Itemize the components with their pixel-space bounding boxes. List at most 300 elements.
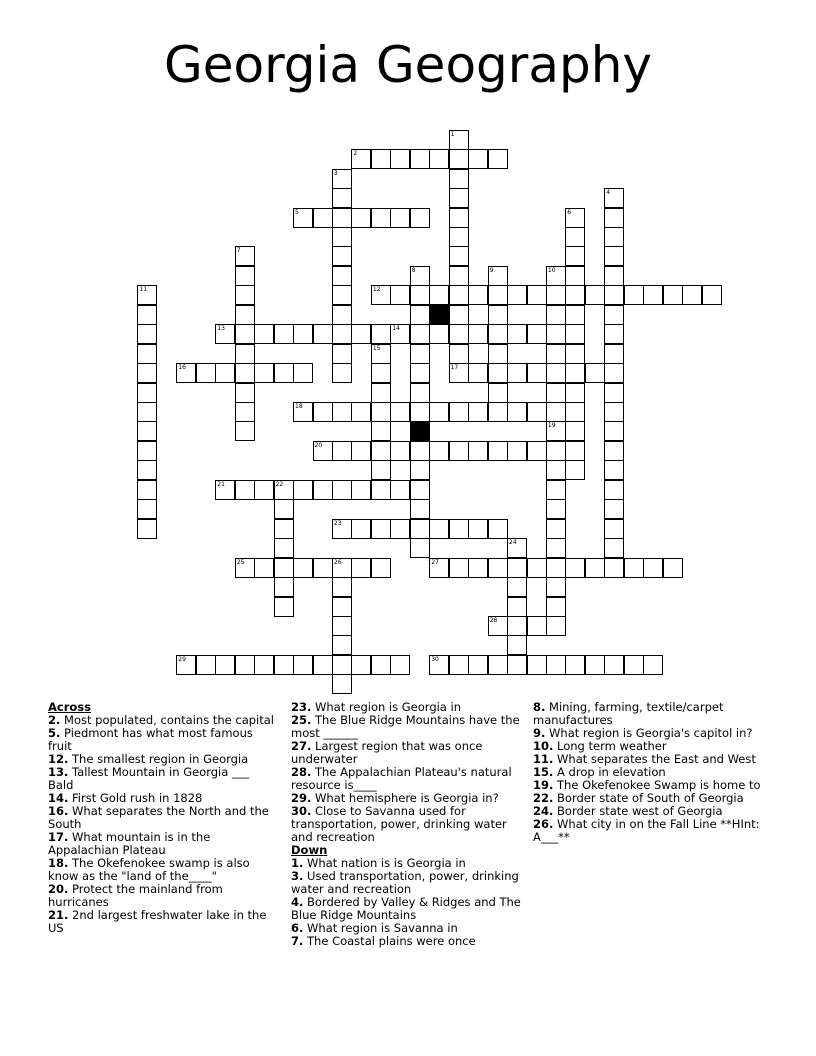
grid-cell[interactable]: [410, 149, 430, 169]
grid-cell[interactable]: [604, 383, 624, 403]
grid-cell[interactable]: [565, 266, 585, 286]
grid-cell[interactable]: [604, 188, 624, 208]
grid-cell[interactable]: [604, 480, 624, 500]
grid-cell[interactable]: [585, 655, 605, 675]
grid-cell[interactable]: [313, 558, 333, 578]
down-header: Down: [291, 843, 328, 857]
grid-cell[interactable]: [565, 441, 585, 461]
grid-cell[interactable]: [468, 363, 488, 383]
grid-cell[interactable]: [546, 402, 566, 422]
clue-item: [48, 766, 278, 792]
grid-cell[interactable]: [643, 655, 663, 675]
grid-cell[interactable]: [332, 402, 352, 422]
clue-number: 13: [217, 325, 225, 333]
grid-cell[interactable]: [468, 519, 488, 539]
grid-cell[interactable]: [507, 538, 527, 558]
grid-cell[interactable]: [663, 285, 683, 305]
grid-cell[interactable]: [565, 421, 585, 441]
grid-cell[interactable]: [274, 577, 294, 597]
grid-cell[interactable]: [527, 324, 547, 344]
grid-cell[interactable]: [429, 402, 449, 422]
grid-cell[interactable]: [235, 655, 255, 675]
grid-cell[interactable]: [507, 616, 527, 636]
grid-cell[interactable]: [293, 402, 313, 422]
grid-cell[interactable]: [274, 558, 294, 578]
grid-cell[interactable]: [332, 597, 352, 617]
grid-cell[interactable]: [332, 285, 352, 305]
grid-cell[interactable]: [449, 363, 469, 383]
grid-cell[interactable]: [604, 363, 624, 383]
grid-cell[interactable]: [585, 285, 605, 305]
grid-cell[interactable]: [546, 577, 566, 597]
grid-cell[interactable]: [507, 441, 527, 461]
grid-cell[interactable]: [351, 208, 371, 228]
grid-cell[interactable]: [527, 441, 547, 461]
grid-cell[interactable]: [351, 519, 371, 539]
grid-cell[interactable]: [449, 266, 469, 286]
grid-cell[interactable]: [546, 421, 566, 441]
grid-cell[interactable]: [565, 285, 585, 305]
grid-cell[interactable]: [643, 285, 663, 305]
grid-cell[interactable]: [332, 266, 352, 286]
grid-cell[interactable]: [488, 305, 508, 325]
grid-cell[interactable]: [254, 558, 274, 578]
grid-cell[interactable]: [293, 655, 313, 675]
grid-cell[interactable]: [293, 324, 313, 344]
grid-cell[interactable]: [527, 285, 547, 305]
grid-cell[interactable]: [274, 519, 294, 539]
grid-cell[interactable]: [137, 344, 157, 364]
grid-cell[interactable]: [215, 655, 235, 675]
grid-cell[interactable]: [546, 538, 566, 558]
clue-text: What region is Georgia's capitol in?: [545, 726, 753, 740]
grid-cell[interactable]: [235, 305, 255, 325]
grid-cell[interactable]: [546, 266, 566, 286]
grid-cell[interactable]: [274, 324, 294, 344]
grid-cell[interactable]: [585, 558, 605, 578]
clue-number: 11: [139, 286, 148, 294]
grid-cell[interactable]: [604, 305, 624, 325]
grid-cell[interactable]: [235, 246, 255, 266]
grid-cell[interactable]: [313, 480, 333, 500]
grid-cell[interactable]: [293, 208, 313, 228]
grid-cell[interactable]: [371, 480, 391, 500]
grid-cell[interactable]: [390, 208, 410, 228]
grid-cell[interactable]: [351, 441, 371, 461]
grid-cell[interactable]: [488, 441, 508, 461]
grid-cell[interactable]: [235, 402, 255, 422]
grid-cell[interactable]: [565, 558, 585, 578]
grid-cell[interactable]: [449, 324, 469, 344]
grid-cell[interactable]: [332, 169, 352, 189]
grid-cell[interactable]: [429, 285, 449, 305]
grid-cell[interactable]: [410, 208, 430, 228]
grid-cell[interactable]: [137, 402, 157, 422]
clue-label: 3.: [291, 869, 304, 883]
grid-cell[interactable]: [196, 363, 216, 383]
grid-cell[interactable]: [663, 558, 683, 578]
clue-label: 2.: [48, 713, 61, 727]
grid-cell[interactable]: [410, 383, 430, 403]
grid-cell[interactable]: [507, 655, 527, 675]
grid-cell[interactable]: [137, 421, 157, 441]
grid-cell[interactable]: [371, 421, 391, 441]
grid-cell[interactable]: [274, 363, 294, 383]
grid-cell[interactable]: [604, 208, 624, 228]
grid-cell[interactable]: [332, 227, 352, 247]
grid-cell[interactable]: [546, 363, 566, 383]
grid-cell[interactable]: [527, 616, 547, 636]
grid-cell[interactable]: [604, 285, 624, 305]
grid-cell[interactable]: [429, 441, 449, 461]
grid-cell[interactable]: [604, 227, 624, 247]
grid-cell[interactable]: [137, 460, 157, 480]
grid-cell[interactable]: [449, 246, 469, 266]
grid-cell[interactable]: [546, 480, 566, 500]
grid-cell[interactable]: [702, 285, 722, 305]
grid-cell[interactable]: [488, 344, 508, 364]
grid-cell[interactable]: [410, 305, 430, 325]
grid-cell[interactable]: [254, 655, 274, 675]
grid-cell[interactable]: [546, 324, 566, 344]
grid-cell[interactable]: [468, 441, 488, 461]
grid-cell[interactable]: [215, 480, 235, 500]
grid-cell[interactable]: [449, 188, 469, 208]
grid-cell[interactable]: [565, 460, 585, 480]
grid-cell[interactable]: [332, 208, 352, 228]
grid-cell[interactable]: [604, 460, 624, 480]
grid-cell[interactable]: [332, 577, 352, 597]
grid-cell[interactable]: [390, 480, 410, 500]
grid-cell[interactable]: [390, 149, 410, 169]
grid-cell[interactable]: [468, 655, 488, 675]
grid-cell[interactable]: [371, 208, 391, 228]
grid-cell[interactable]: [332, 441, 352, 461]
grid-cell[interactable]: [332, 674, 352, 694]
clue-text: First Gold rush in 1828: [68, 791, 203, 805]
grid-cell[interactable]: [468, 324, 488, 344]
grid-cell[interactable]: [507, 558, 527, 578]
grid-cell[interactable]: [546, 616, 566, 636]
grid-cell[interactable]: [410, 266, 430, 286]
grid-cell[interactable]: [137, 519, 157, 539]
grid-cell[interactable]: [332, 480, 352, 500]
grid-cell[interactable]: [410, 324, 430, 344]
grid-cell[interactable]: [585, 363, 605, 383]
grid-cell[interactable]: [468, 149, 488, 169]
grid-cell[interactable]: [235, 480, 255, 500]
grid-cell[interactable]: [410, 460, 430, 480]
grid-cell[interactable]: [351, 149, 371, 169]
grid-cell[interactable]: [468, 558, 488, 578]
clue-label: 26.: [533, 817, 554, 831]
grid-cell[interactable]: [449, 227, 469, 247]
grid-cell[interactable]: [235, 324, 255, 344]
grid-cell[interactable]: [332, 344, 352, 364]
grid-cell[interactable]: [235, 266, 255, 286]
grid-cell[interactable]: [429, 149, 449, 169]
grid-cell[interactable]: [604, 402, 624, 422]
grid-cell[interactable]: [390, 655, 410, 675]
grid-cell[interactable]: [449, 519, 469, 539]
grid-cell[interactable]: [313, 655, 333, 675]
grid-cell[interactable]: [449, 344, 469, 364]
grid-cell[interactable]: [604, 246, 624, 266]
grid-cell[interactable]: [371, 149, 391, 169]
grid-cell[interactable]: [546, 558, 566, 578]
clue-text: The smallest region in Georgia: [68, 752, 249, 766]
grid-cell[interactable]: [449, 130, 469, 150]
grid-cell[interactable]: [488, 402, 508, 422]
grid-cell[interactable]: [565, 363, 585, 383]
grid-cell[interactable]: [429, 324, 449, 344]
clue-text: What hemisphere is Georgia in?: [311, 791, 499, 805]
grid-cell[interactable]: [390, 402, 410, 422]
grid-cell[interactable]: [507, 577, 527, 597]
grid-cell[interactable]: [507, 597, 527, 617]
grid-cell[interactable]: [546, 519, 566, 539]
grid-cell[interactable]: [332, 246, 352, 266]
grid-cell[interactable]: [604, 421, 624, 441]
grid-cell[interactable]: [351, 655, 371, 675]
grid-cell[interactable]: [313, 441, 333, 461]
grid-cell[interactable]: [390, 324, 410, 344]
grid-cell[interactable]: [488, 324, 508, 344]
grid-cell[interactable]: [604, 499, 624, 519]
grid-cell[interactable]: [507, 285, 527, 305]
grid-cell[interactable]: [371, 285, 391, 305]
grid-cell[interactable]: [137, 499, 157, 519]
grid-cell[interactable]: [410, 519, 430, 539]
grid-cell[interactable]: [527, 655, 547, 675]
grid-cell[interactable]: [527, 558, 547, 578]
grid-cell[interactable]: [371, 558, 391, 578]
grid-cell[interactable]: [449, 655, 469, 675]
grid-cell[interactable]: [624, 285, 644, 305]
grid-cell[interactable]: [410, 441, 430, 461]
grid-cell[interactable]: [235, 363, 255, 383]
grid-cell[interactable]: [604, 655, 624, 675]
grid-cell[interactable]: [215, 363, 235, 383]
clue-text: Long term weather: [553, 739, 667, 753]
grid-cell[interactable]: [488, 616, 508, 636]
clue-number: 20: [314, 441, 323, 449]
grid-cell[interactable]: [313, 324, 333, 344]
grid-cell[interactable]: [429, 655, 449, 675]
grid-cell[interactable]: [351, 480, 371, 500]
grid-cell[interactable]: [274, 655, 294, 675]
grid-cell[interactable]: [546, 499, 566, 519]
clue-text: What mountain is in the Appalachian Plateau: [48, 830, 211, 857]
grid-cell[interactable]: [565, 305, 585, 325]
grid-cell[interactable]: [449, 305, 469, 325]
grid-cell[interactable]: [176, 655, 196, 675]
grid-cell[interactable]: [643, 558, 663, 578]
clue-item: [291, 935, 521, 948]
grid-cell[interactable]: [410, 363, 430, 383]
grid-cell[interactable]: [565, 383, 585, 403]
grid-cell[interactable]: [351, 558, 371, 578]
grid-cell[interactable]: [682, 285, 702, 305]
grid-cell[interactable]: [449, 402, 469, 422]
grid-cell[interactable]: [371, 324, 391, 344]
grid-cell[interactable]: [235, 558, 255, 578]
grid-cell[interactable]: [196, 655, 216, 675]
grid-cell[interactable]: [546, 344, 566, 364]
grid-cell[interactable]: [449, 208, 469, 228]
grid-cell[interactable]: [624, 558, 644, 578]
grid-cell[interactable]: [527, 363, 547, 383]
grid-cell[interactable]: [235, 344, 255, 364]
grid-cell[interactable]: [527, 402, 547, 422]
grid-cell[interactable]: [429, 558, 449, 578]
grid-cell[interactable]: [332, 363, 352, 383]
grid-cell[interactable]: [332, 655, 352, 675]
grid-cell[interactable]: [468, 285, 488, 305]
grid-cell[interactable]: [274, 597, 294, 617]
grid-cell[interactable]: [351, 324, 371, 344]
grid-cell[interactable]: [371, 363, 391, 383]
grid-cell[interactable]: [488, 266, 508, 286]
grid-cell[interactable]: [332, 635, 352, 655]
grid-cell[interactable]: [351, 402, 371, 422]
clue-text: Border state of South of Georgia: [553, 791, 744, 805]
grid-cell[interactable]: [235, 285, 255, 305]
grid-cell[interactable]: [410, 285, 430, 305]
grid-cell[interactable]: [274, 499, 294, 519]
grid-cell[interactable]: [488, 149, 508, 169]
grid-cell[interactable]: [371, 383, 391, 403]
grid-cell[interactable]: [313, 208, 333, 228]
grid-cell[interactable]: [390, 519, 410, 539]
grid-cell[interactable]: [449, 558, 469, 578]
grid-cell[interactable]: [546, 305, 566, 325]
grid-cell[interactable]: [293, 363, 313, 383]
grid-cell[interactable]: [488, 519, 508, 539]
grid-cell[interactable]: [507, 402, 527, 422]
grid-cell[interactable]: [507, 635, 527, 655]
grid-cell[interactable]: [488, 383, 508, 403]
grid-cell[interactable]: [546, 285, 566, 305]
clue-item: [533, 701, 763, 727]
grid-cell[interactable]: [137, 441, 157, 461]
grid-cell[interactable]: [332, 616, 352, 636]
grid-cell[interactable]: [371, 402, 391, 422]
grid-cell[interactable]: [137, 363, 157, 383]
grid-cell[interactable]: [137, 383, 157, 403]
grid-cell[interactable]: [410, 344, 430, 364]
grid-cell[interactable]: [488, 363, 508, 383]
grid-cell[interactable]: [449, 169, 469, 189]
grid-cell[interactable]: [468, 402, 488, 422]
grid-cell[interactable]: [332, 188, 352, 208]
grid-cell[interactable]: [449, 149, 469, 169]
grid-cell[interactable]: [565, 246, 585, 266]
grid-cell[interactable]: [565, 655, 585, 675]
grid-cell[interactable]: [293, 558, 313, 578]
grid-cell[interactable]: [488, 285, 508, 305]
grid-cell[interactable]: [371, 519, 391, 539]
grid-cell[interactable]: [546, 441, 566, 461]
grid-cell[interactable]: [565, 227, 585, 247]
grid-cell[interactable]: [332, 519, 352, 539]
clue-item: [48, 883, 278, 909]
grid-cell[interactable]: [546, 383, 566, 403]
grid-cell[interactable]: [293, 480, 313, 500]
grid-cell[interactable]: [371, 655, 391, 675]
grid-cell[interactable]: [565, 344, 585, 364]
grid-cell[interactable]: [332, 558, 352, 578]
grid-cell[interactable]: [449, 285, 469, 305]
grid-cell[interactable]: [235, 383, 255, 403]
grid-cell[interactable]: [137, 480, 157, 500]
grid-cell[interactable]: [546, 460, 566, 480]
clue-text: Close to Savanna used for transportation, power, drinking water and recreation: [291, 804, 507, 844]
grid-cell[interactable]: [390, 285, 410, 305]
grid-cell[interactable]: [507, 324, 527, 344]
grid-cell[interactable]: [410, 402, 430, 422]
grid-cell[interactable]: [429, 519, 449, 539]
grid-cell[interactable]: [254, 480, 274, 500]
grid-cell[interactable]: [565, 208, 585, 228]
grid-cell[interactable]: [624, 655, 644, 675]
grid-cell[interactable]: [390, 441, 410, 461]
grid-cell[interactable]: [215, 324, 235, 344]
grid-cell[interactable]: [410, 480, 430, 500]
grid-cell[interactable]: [604, 266, 624, 286]
grid-cell[interactable]: [410, 499, 430, 519]
clue-number: 27: [431, 558, 439, 566]
grid-cell[interactable]: [604, 344, 624, 364]
clue-text: Most populated, contains the capital: [60, 713, 274, 727]
grid-cell[interactable]: [371, 441, 391, 461]
grid-cell[interactable]: [604, 519, 624, 539]
grid-cell[interactable]: [137, 324, 157, 344]
grid-cell[interactable]: [507, 363, 527, 383]
grid-cell[interactable]: [254, 324, 274, 344]
grid-cell[interactable]: [137, 285, 157, 305]
grid-cell[interactable]: [235, 421, 255, 441]
grid-cell[interactable]: [274, 538, 294, 558]
clue-number: 1: [450, 130, 455, 138]
grid-cell[interactable]: [313, 402, 333, 422]
grid-cell[interactable]: [332, 305, 352, 325]
grid-cell[interactable]: [449, 441, 469, 461]
grid-cell[interactable]: [410, 538, 430, 558]
grid-cell[interactable]: [565, 402, 585, 422]
grid-cell[interactable]: [371, 344, 391, 364]
grid-cell[interactable]: [137, 305, 157, 325]
grid-cell[interactable]: [332, 324, 352, 344]
clues-column-2: [291, 701, 521, 948]
grid-cell[interactable]: [274, 480, 294, 500]
grid-cell[interactable]: [176, 363, 196, 383]
blocked-cell: [410, 421, 430, 441]
grid-cell[interactable]: [565, 324, 585, 344]
grid-cell[interactable]: [604, 558, 624, 578]
grid-cell[interactable]: [488, 558, 508, 578]
grid-cell[interactable]: [254, 363, 274, 383]
grid-cell[interactable]: [604, 538, 624, 558]
grid-cell[interactable]: [546, 655, 566, 675]
grid-cell[interactable]: [546, 597, 566, 617]
grid-cell[interactable]: [488, 655, 508, 675]
clue-label: 9.: [533, 726, 546, 740]
clue-number: 9: [489, 266, 494, 274]
grid-cell[interactable]: [604, 441, 624, 461]
grid-cell[interactable]: [371, 460, 391, 480]
grid-cell[interactable]: [604, 324, 624, 344]
